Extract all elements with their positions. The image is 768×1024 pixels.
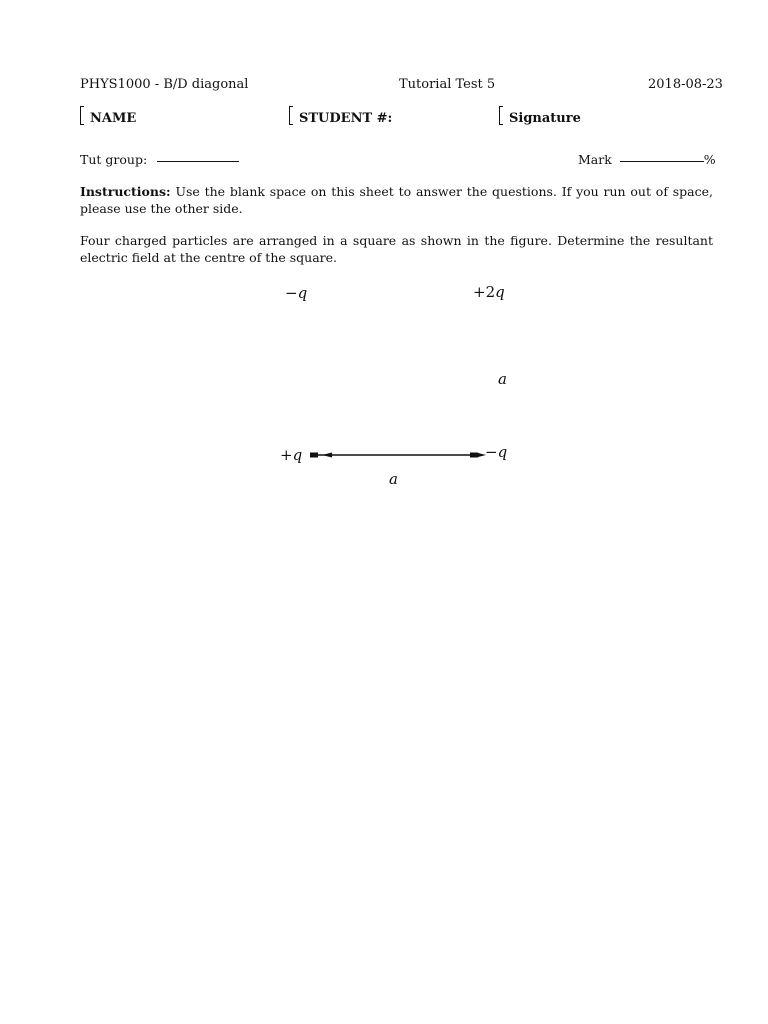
student-label: STUDENT #: <box>299 111 393 126</box>
name-label: NAME <box>90 111 137 126</box>
charge-top-left: −q <box>285 284 308 302</box>
test-title: Tutorial Test 5 <box>399 77 496 92</box>
percent-sign: % <box>703 152 716 167</box>
side-length-label-right: a <box>498 370 507 388</box>
charge-bottom-left: +q <box>280 446 303 464</box>
signature-label: Signature <box>509 111 581 126</box>
bottom-left-charge-dot <box>310 453 318 458</box>
arrowhead-left <box>322 453 332 458</box>
mark-label: Mark <box>578 152 612 167</box>
course-title: PHYS1000 - B/D diagonal <box>80 77 249 92</box>
instructions-text: Use the blank space on this sheet to answer the questions. If you run out of space, please use the other side. <box>80 184 713 216</box>
side-length-label-bottom: a <box>389 470 398 488</box>
instructions-label: Instructions: <box>80 184 171 199</box>
tut-group-label: Tut group: <box>80 152 148 167</box>
question-text: Four charged particles are arranged in a square as shown in the figure. Determine the resultant electric field at the centre of the square. <box>80 233 713 265</box>
test-date: 2018-08-23 <box>648 77 723 92</box>
charge-top-right: +2q <box>473 283 505 301</box>
charge-bottom-right: −q <box>485 443 508 461</box>
